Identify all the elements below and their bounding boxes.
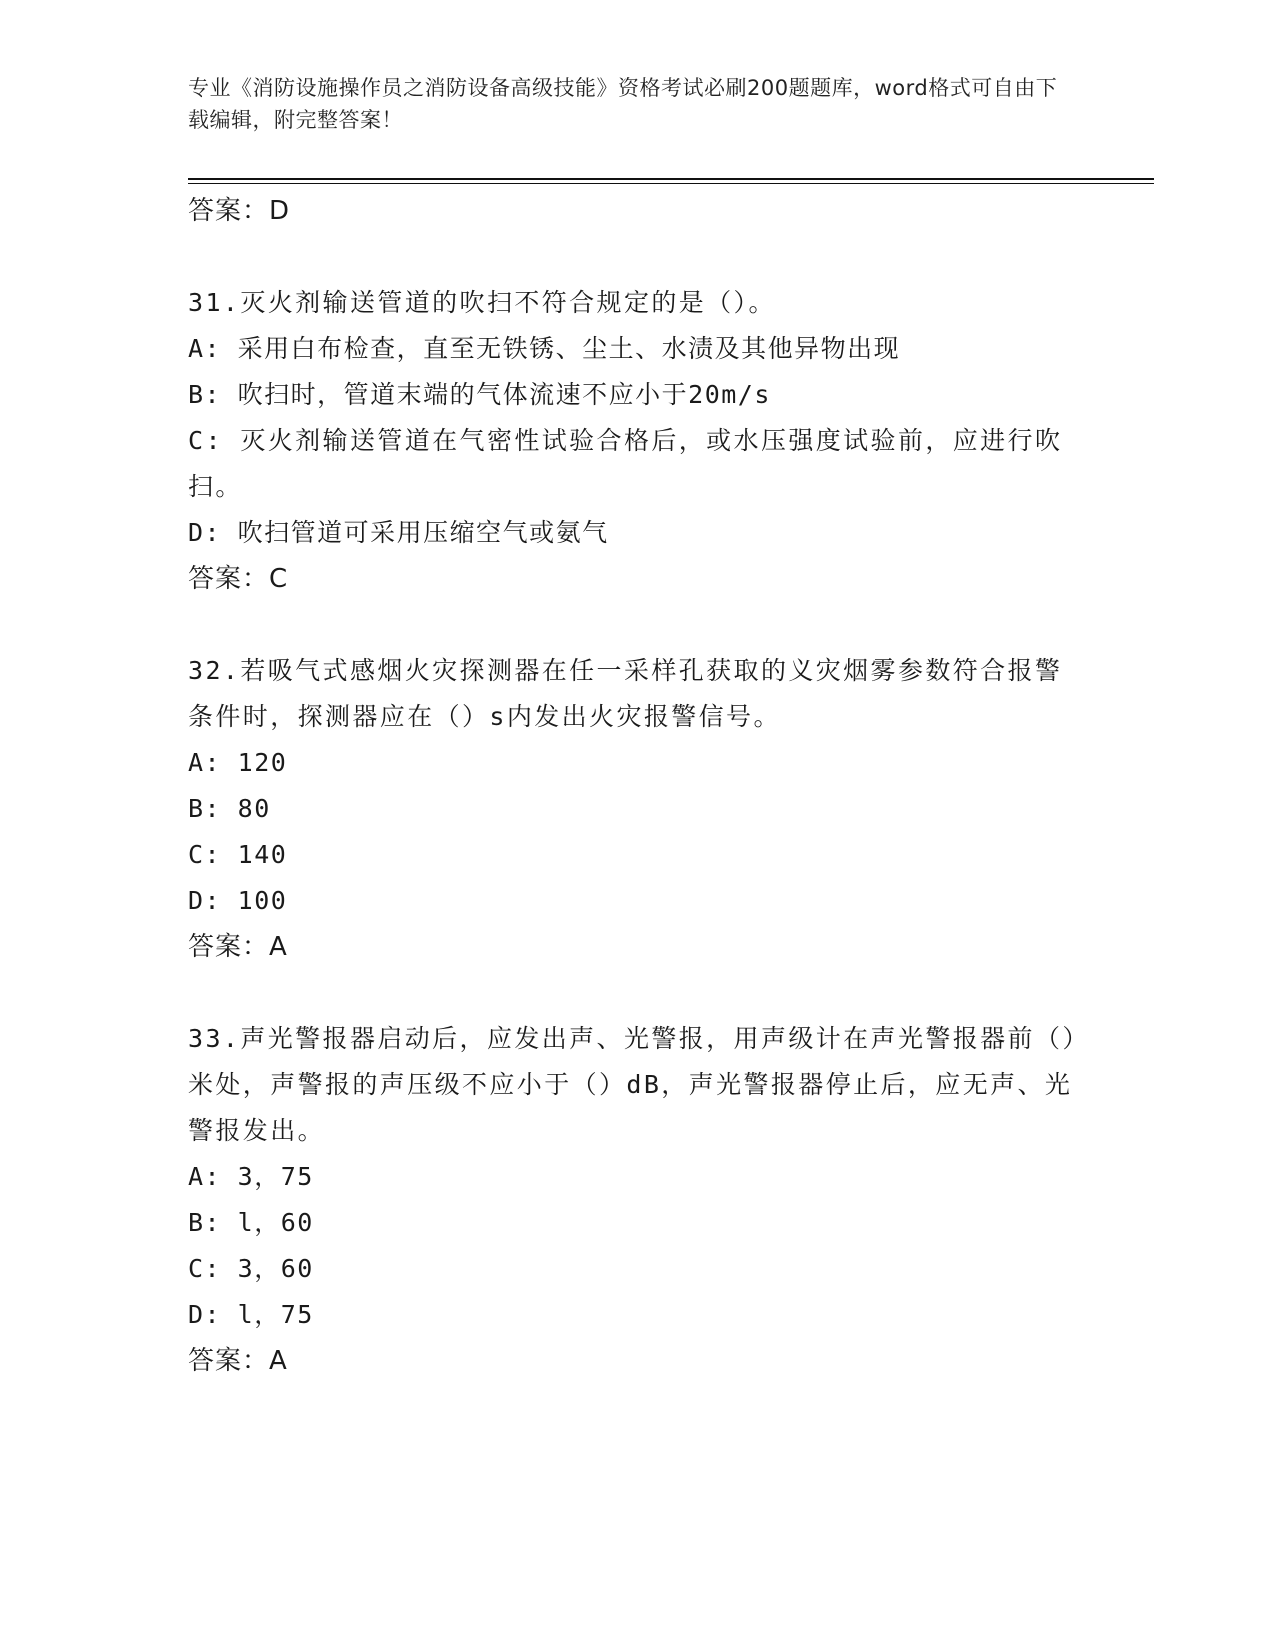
page-header: 专业《消防设施操作员之消防设备高级技能》资格考试必刷200题题库，word格式可自由下载编辑，附完整答案！ xyxy=(188,76,1058,132)
spacer xyxy=(188,602,1088,648)
option-a: A: 采用白布检查，直至无铁锈、尘土、水渍及其他异物出现 xyxy=(188,334,901,363)
question-text: 31.灭火剂输送管道的吹扫不符合规定的是（）。 xyxy=(188,288,776,317)
question-content xyxy=(188,188,1088,1384)
option-d: D: 100 xyxy=(188,886,288,915)
option-a: A: 3，75 xyxy=(188,1162,314,1191)
header-divider-thick xyxy=(188,178,1154,180)
option-d: D: 吹扫管道可采用压缩空气或氨气 xyxy=(188,518,609,547)
option-c: C: 3，60 xyxy=(188,1254,314,1283)
option-c: C: 灭火剂输送管道在气密性试验合格后，或水压强度试验前，应进行吹扫。 xyxy=(188,426,1063,501)
option-b: B: 80 xyxy=(188,794,271,823)
header-divider-thin xyxy=(188,183,1154,184)
option-a: A: 120 xyxy=(188,748,288,777)
option-b: B: 吹扫时，管道末端的气体流速不应小于20m/s xyxy=(188,380,771,409)
option-c: C: 140 xyxy=(188,840,288,869)
question-text: 33.声光警报器启动后，应发出声、光警报，用声级计在声光警报器前（）米处，声警报的声压级不应小于（）dB，声光警报器停止后，应无声、光警报发出。 xyxy=(188,1024,1078,1145)
spacer xyxy=(188,970,1088,1016)
previous-answer: 答案：D xyxy=(188,196,291,226)
answer: 答案：C xyxy=(188,564,289,594)
question-text: 32.若吸气式感烟火灾探测器在任一采样孔获取的义灾烟雾参数符合报警条件时，探测器应在（）s内发出火灾报警信号。 xyxy=(188,656,1063,731)
question-block-33 xyxy=(188,1016,1088,1384)
option-b: B: l，60 xyxy=(188,1208,314,1237)
question-block-31 xyxy=(188,280,1088,602)
question-block-32 xyxy=(188,648,1088,970)
option-d: D: l，75 xyxy=(188,1300,314,1329)
answer: 答案：A xyxy=(188,1346,288,1376)
answer: 答案：A xyxy=(188,932,288,962)
spacer xyxy=(188,234,1088,280)
